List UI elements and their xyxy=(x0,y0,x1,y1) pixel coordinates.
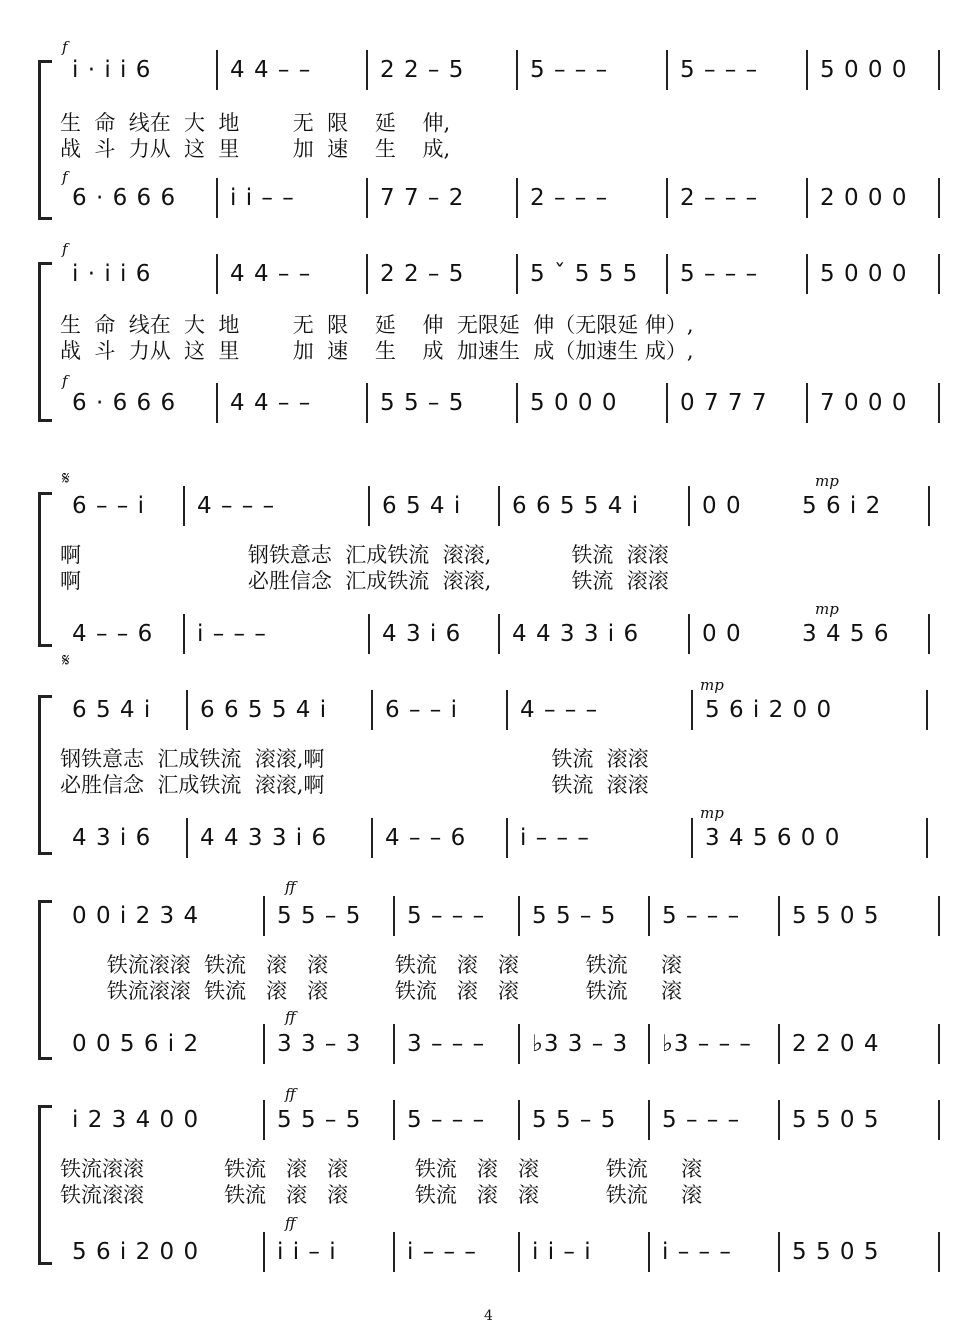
dynamic-marking: mp xyxy=(700,804,724,822)
system-bracket xyxy=(38,60,52,220)
system-bracket xyxy=(38,1105,52,1265)
measure: 5 – – – xyxy=(668,50,808,90)
measure: 5 6 i 2 0 0 xyxy=(60,1232,265,1272)
dynamic-marking: ff xyxy=(285,878,296,896)
dynamic-marking: ff xyxy=(285,1214,296,1232)
measure: 4 4 3 3 i 6 xyxy=(188,818,373,858)
measure: 2 0 0 0 xyxy=(808,178,940,218)
measure: 4 3 i 6 xyxy=(370,614,500,654)
measure: 2 – – – xyxy=(518,178,668,218)
dynamic-marking: mp xyxy=(700,676,724,694)
staff-line-top xyxy=(60,690,940,730)
lyrics-verse-1: 铁流滚滚 铁流 滚 滚 铁流 滚 滚 铁流 滚 xyxy=(60,1157,703,1181)
staff-line-bottom xyxy=(60,1232,940,1272)
measure: 5 – – – xyxy=(395,1100,520,1140)
staff-line-top xyxy=(60,50,940,90)
dynamic-marking: mp xyxy=(815,600,839,618)
measure: 5 6 i 2 xyxy=(790,486,930,526)
measure: 4 – – – xyxy=(508,690,693,730)
page-number: 4 xyxy=(484,1308,493,1324)
lyrics-verse-2: 必胜信念 汇成铁流 滚滚,啊 铁流 滚滚 xyxy=(60,773,649,797)
measure: 7 7 – 2 xyxy=(368,178,518,218)
measure: 0 7 7 7 xyxy=(668,383,808,423)
system-bracket xyxy=(38,262,52,422)
measure: 5 5 – 5 xyxy=(520,896,650,936)
measure: 4 – – 6 xyxy=(373,818,508,858)
measure: 5 5 0 5 xyxy=(780,1232,940,1272)
staff-line-top xyxy=(60,1100,940,1140)
measure: i 2 3 4 0 0 xyxy=(60,1100,265,1140)
lyrics-verse-2: 战 斗 力从 这 里 加 速 生 成, xyxy=(60,137,451,161)
lyrics-verse-1: 铁流滚滚 铁流 滚 滚 铁流 滚 滚 铁流 滚 xyxy=(60,953,683,977)
staff-line-bottom xyxy=(60,818,940,858)
measure: 0 0 i 2 3 4 xyxy=(60,896,265,936)
lyrics-verse-1: 生 命 线在 大 地 无 限 延 伸 无限延 伸（无限延 伸）, xyxy=(60,313,694,337)
measure: 3 – – – xyxy=(395,1024,520,1064)
dynamic-marking: ff xyxy=(285,1008,296,1026)
measure: i – – – xyxy=(508,818,693,858)
measure: 6 – – i xyxy=(60,486,185,526)
staff-line-top xyxy=(60,254,940,294)
system-bracket xyxy=(38,900,52,1060)
lyrics-verse-2: 战 斗 力从 这 里 加 速 生 成 加速生 成（加速生 成）, xyxy=(60,339,694,363)
measure: 5 5 0 5 xyxy=(780,896,940,936)
lyrics-verse-1: 啊 钢铁意志 汇成铁流 滚滚, 铁流 滚滚 xyxy=(60,543,669,567)
dynamic-marking: ff xyxy=(285,1085,296,1103)
measure: 0 0 xyxy=(702,621,742,647)
staff-line-bottom xyxy=(60,614,940,654)
measure: i · i i 6 xyxy=(60,254,218,294)
staff-line-bottom xyxy=(60,1024,940,1064)
measure: 5 – – – xyxy=(518,50,668,90)
measure: 5 5 – 5 xyxy=(368,383,518,423)
measure: 6 – – i xyxy=(373,690,508,730)
measure: 5 – – – xyxy=(668,254,808,294)
measure: 5 – – – xyxy=(395,896,520,936)
measure: 5 5 – 5 xyxy=(265,1100,395,1140)
segno-sign: 𝄋 xyxy=(62,468,70,489)
measure: 2 2 – 5 xyxy=(368,50,518,90)
measure: 5 – – – xyxy=(650,1100,780,1140)
segno-sign: 𝄋 xyxy=(62,650,70,671)
measure: 6 · 6 6 6 xyxy=(60,383,218,423)
measure: 6 6 5 5 4 i xyxy=(188,690,373,730)
measure: 2 2 – 5 xyxy=(368,254,518,294)
staff-line-bottom xyxy=(60,383,940,423)
measure: i i – i xyxy=(265,1232,395,1272)
lyrics-verse-2: 铁流滚滚 铁流 滚 滚 铁流 滚 滚 铁流 滚 xyxy=(60,979,683,1003)
dynamic-marking: mp xyxy=(815,472,839,490)
measure: 6 5 4 i xyxy=(60,690,188,730)
measure: 3 4 5 6 xyxy=(790,614,930,654)
measure: 2 2 0 4 xyxy=(780,1024,940,1064)
measure: 5 – – – xyxy=(650,896,780,936)
measure: 4 4 – – xyxy=(218,50,368,90)
measure: 4 4 – – xyxy=(218,383,368,423)
measure: 5 ˇ 5 5 5 xyxy=(518,254,668,294)
dynamic-marking: f xyxy=(62,168,68,186)
measure: i i – – xyxy=(218,178,368,218)
measure: 4 – – 6 xyxy=(60,614,185,654)
measure: 2 – – – xyxy=(668,178,808,218)
measure: 5 0 0 0 xyxy=(808,50,940,90)
measure: 0 0 5 6 i 2 xyxy=(60,1024,265,1064)
system-bracket xyxy=(38,492,52,647)
measure: 5 5 – 5 xyxy=(520,1100,650,1140)
measure: 0 0 xyxy=(702,493,742,519)
staff-line-top xyxy=(60,486,940,526)
lyrics-verse-1: 生 命 线在 大 地 无 限 延 伸, xyxy=(60,111,451,135)
measure: 6 6 5 5 4 i xyxy=(500,486,690,526)
measure: 4 – – – xyxy=(185,486,370,526)
measure: 3 4 5 6 0 0 xyxy=(693,818,928,858)
measure: ♭3 3 – 3 xyxy=(520,1024,650,1064)
measure: 3 3 – 3 xyxy=(265,1024,395,1064)
measure: 5 5 – 5 xyxy=(265,896,395,936)
measure: i – – – xyxy=(185,614,370,654)
measure: ♭3 – – – xyxy=(650,1024,780,1064)
dynamic-marking: f xyxy=(62,38,68,56)
staff-line-bottom xyxy=(60,178,940,218)
measure: 5 5 0 5 xyxy=(780,1100,940,1140)
dynamic-marking: f xyxy=(62,372,68,390)
measure: 5 0 0 0 xyxy=(808,254,940,294)
measure: i i – i xyxy=(520,1232,650,1272)
staff-line-top xyxy=(60,896,940,936)
measure: 5 6 i 2 0 0 xyxy=(693,690,928,730)
lyrics-verse-2: 啊 必胜信念 汇成铁流 滚滚, 铁流 滚滚 xyxy=(60,569,669,593)
system-bracket xyxy=(38,695,52,855)
measure: 6 · 6 6 6 xyxy=(60,178,218,218)
measure: 5 0 0 0 xyxy=(518,383,668,423)
measure: i – – – xyxy=(650,1232,780,1272)
measure: i – – – xyxy=(395,1232,520,1272)
measure: 4 4 3 3 i 6 xyxy=(500,614,690,654)
dynamic-marking: f xyxy=(62,240,68,258)
lyrics-verse-1: 钢铁意志 汇成铁流 滚滚,啊 铁流 滚滚 xyxy=(60,747,649,771)
measure: 7 0 0 0 xyxy=(808,383,940,423)
measure: 4 3 i 6 xyxy=(60,818,188,858)
lyrics-verse-2: 铁流滚滚 铁流 滚 滚 铁流 滚 滚 铁流 滚 xyxy=(60,1183,703,1207)
measure: 4 4 – – xyxy=(218,254,368,294)
measure: i · i i 6 xyxy=(60,50,218,90)
measure: 6 5 4 i xyxy=(370,486,500,526)
